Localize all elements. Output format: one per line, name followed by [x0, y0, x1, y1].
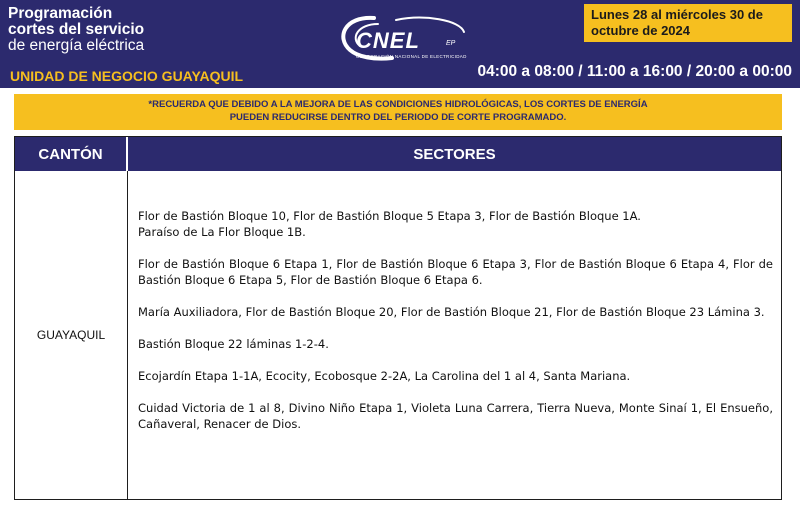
- date-line-1: Lunes 28 al miércoles 30 de: [591, 7, 763, 22]
- sector-group: María Auxiliadora, Flor de Bastión Bloque 20, Flor de Bastión Bloque 21, Flor de Bastión Bloque 23 Lámina 3.: [138, 305, 765, 319]
- business-unit-label: UNIDAD DE NEGOCIO GUAYAQUIL: [10, 68, 244, 84]
- column-divider: [127, 171, 128, 499]
- sector-group-line: Flor de Bastión Bloque 10, Flor de Bastión Bloque 5 Etapa 3, Flor de Bastión Bloque 1A.: [138, 209, 641, 223]
- header-banner: [0, 0, 800, 88]
- sector-group: Cuidad Victoria de 1 al 8, Divino Niño Etapa 1, Violeta Luna Carrera, Tierra Nueva, Monte Sinaí 1, El Ensueño, Cañaveral, Renacer de Dios.: [138, 401, 773, 431]
- notice-line-1: *RECUERDA QUE DEBIDO A LA MEJORA DE LAS CONDICIONES HIDROLÓGICAS, LOS CORTES DE ENERGÍA: [148, 99, 648, 110]
- title-line-2: cortes del servicio: [8, 21, 145, 38]
- page-title: [8, 6, 144, 54]
- header-canton: CANTÓN: [15, 137, 127, 171]
- logo-wordmark: CNEL: [356, 28, 420, 53]
- outage-table: [14, 136, 782, 500]
- date-line-2: octubre de 2024: [591, 23, 690, 38]
- sector-group-line: Paraíso de La Flor Bloque 1B.: [138, 225, 306, 239]
- date-range-badge: [584, 4, 792, 42]
- cnel-logo: [334, 12, 474, 68]
- title-line-1: Programación: [8, 5, 113, 22]
- sectors-cell: [138, 208, 773, 448]
- sector-group: Bastión Bloque 22 láminas 1-2-4.: [138, 337, 329, 351]
- logo-subtitle: CORPORACIÓN NACIONAL DE ELECTRICIDAD: [356, 54, 467, 59]
- header-sectores: SECTORES: [128, 137, 781, 171]
- schedule-times: 04:00 a 08:00 / 11:00 a 16:00 / 20:00 a 00:00: [477, 63, 792, 80]
- sector-group: Ecojardín Etapa 1-1A, Ecocity, Ecobosque 2-2A, La Carolina del 1 al 4, Santa Mariana.: [138, 369, 631, 383]
- logo-suffix: EP: [446, 40, 456, 47]
- canton-cell: GUAYAQUIL: [36, 328, 106, 342]
- sector-group: [138, 208, 773, 240]
- notice-line-2: PUEDEN REDUCIRSE DENTRO DEL PERIODO DE CORTE PROGRAMADO.: [229, 112, 567, 123]
- title-line-3: de energía eléctrica: [8, 37, 145, 54]
- hydrological-notice: [14, 94, 782, 130]
- sector-group: Flor de Bastión Bloque 6 Etapa 1, Flor de Bastión Bloque 6 Etapa 3, Flor de Bastión Bloque 6 Etapa 4, Flor de Bastión Bloque 6 Etapa 5, Flor de Bastión Bloque 6 Etapa 6.: [138, 257, 773, 287]
